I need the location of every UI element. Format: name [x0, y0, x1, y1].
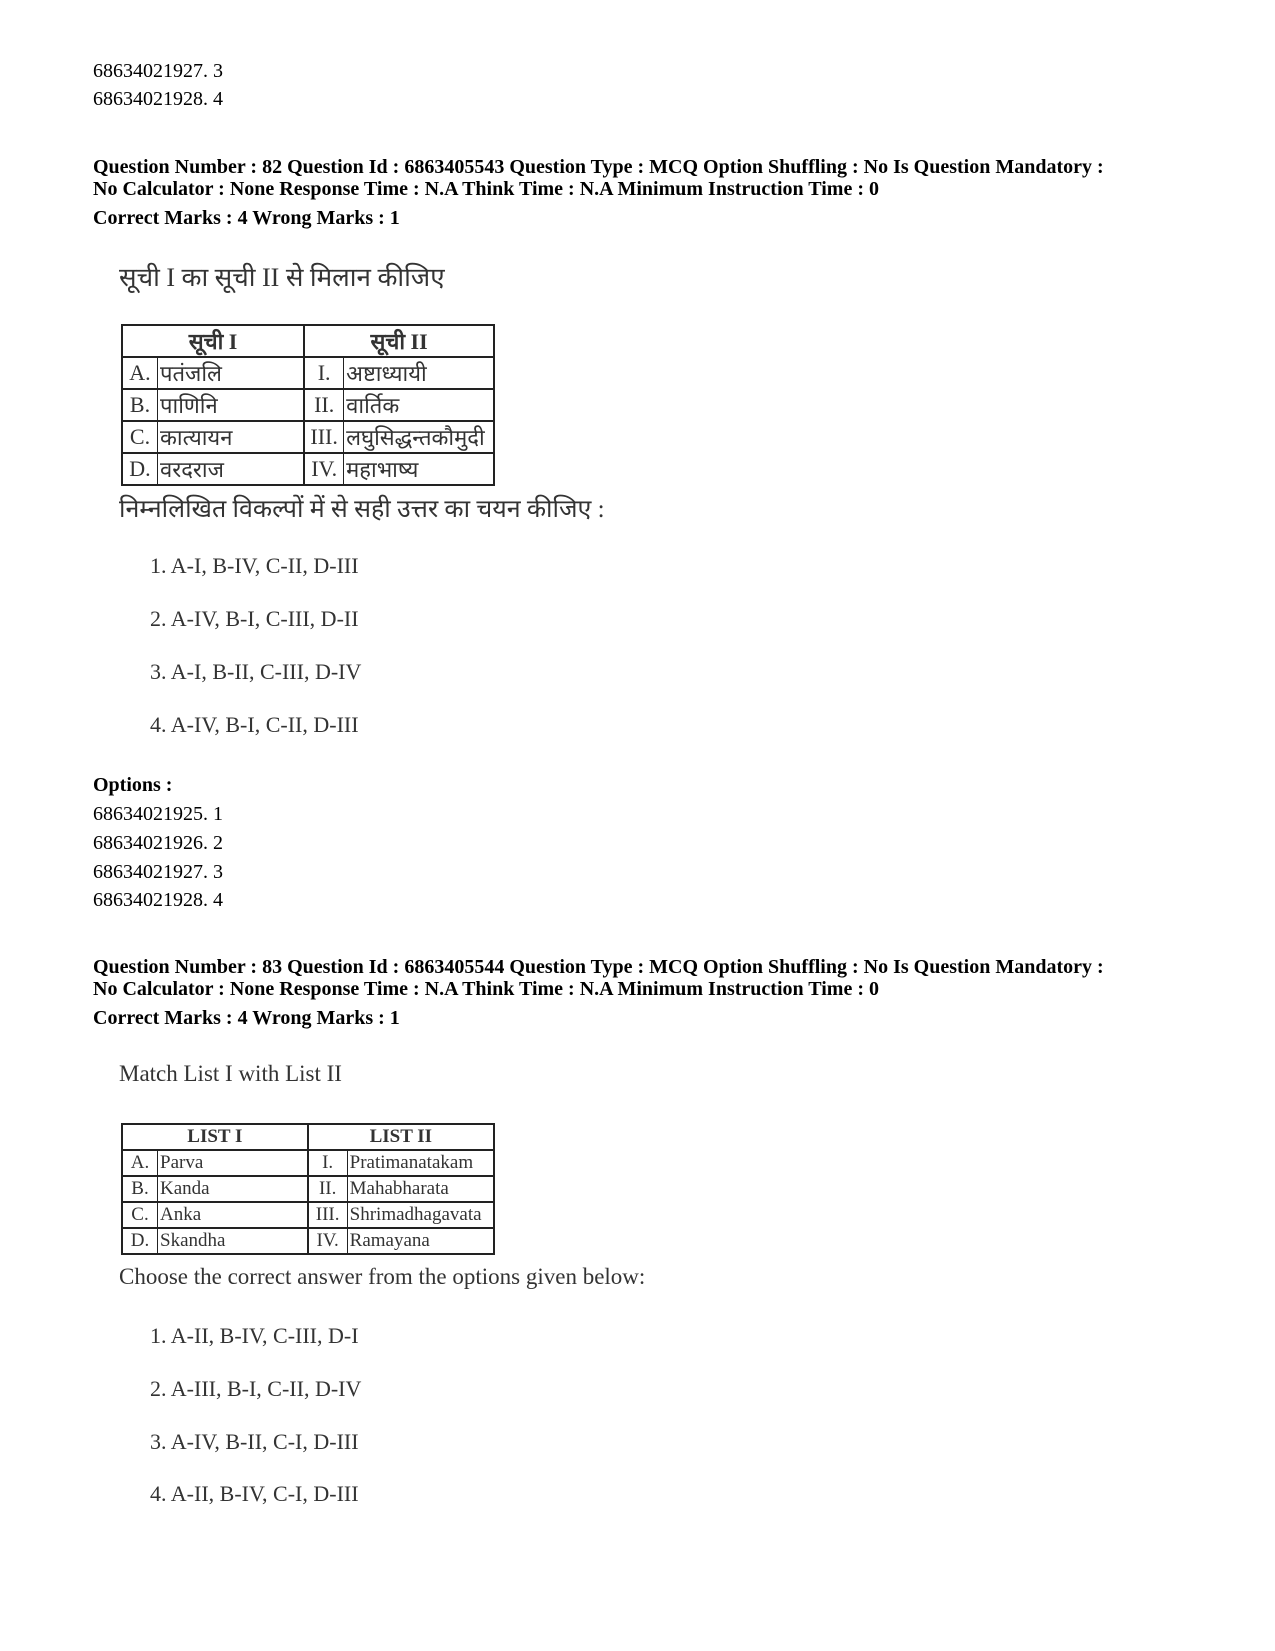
- row-key: C.: [122, 421, 158, 453]
- q82-options-label: Options :: [93, 774, 173, 796]
- row-key: I.: [304, 357, 344, 389]
- row-value: लघुसिद्धन्तकौमुदी: [344, 421, 494, 453]
- q82-choice: 3. A-I, B-II, C-III, D-IV: [150, 659, 362, 684]
- row-key: D.: [122, 1228, 158, 1254]
- q82-choice: 2. A-IV, B-I, C-III, D-II: [150, 606, 359, 631]
- q83-marks: Correct Marks : 4 Wrong Marks : 1: [93, 1007, 400, 1029]
- q83-choice: 3. A-IV, B-II, C-I, D-III: [150, 1429, 359, 1454]
- q83-choice: 1. A-II, B-IV, C-III, D-I: [150, 1323, 359, 1348]
- row-key: IV.: [304, 453, 344, 485]
- row-value: कात्यायन: [158, 421, 305, 453]
- row-key: C.: [122, 1202, 158, 1228]
- row-value: पतंजलि: [158, 357, 305, 389]
- row-value: पाणिनि: [158, 389, 305, 421]
- q83-col1-header: LIST I: [122, 1124, 308, 1150]
- row-key: A.: [122, 357, 158, 389]
- q82-col1-header: सूची I: [122, 325, 304, 357]
- q83-prompt: Match List I with List II: [119, 1061, 342, 1086]
- option-line: 68634021928. 4: [93, 88, 223, 110]
- table-row: [122, 1150, 494, 1176]
- option-line: 68634021927. 3: [93, 60, 223, 82]
- q83-col2-header: LIST II: [308, 1124, 494, 1150]
- q83-match-table: [121, 1123, 495, 1255]
- row-value: Skandha: [158, 1228, 308, 1254]
- option-line: 68634021928. 4: [93, 889, 223, 911]
- q83-instruction: Choose the correct answer from the options given below:: [119, 1264, 646, 1289]
- row-key: B.: [122, 389, 158, 421]
- q83-header-line1: Question Number : 83 Question Id : 6863405544 Question Type : MCQ Option Shuffling : No Is Question Mandatory :: [93, 956, 1104, 978]
- row-value: Parva: [158, 1150, 308, 1176]
- option-line: 68634021926. 2: [93, 832, 223, 854]
- row-key: I.: [308, 1150, 348, 1176]
- row-key: III.: [304, 421, 344, 453]
- row-value: Anka: [158, 1202, 308, 1228]
- row-key: A.: [122, 1150, 158, 1176]
- option-line: 68634021925. 1: [93, 803, 223, 825]
- row-key: II.: [304, 389, 344, 421]
- row-key: B.: [122, 1176, 158, 1202]
- row-key: IV.: [308, 1228, 348, 1254]
- q83-choice: 2. A-III, B-I, C-II, D-IV: [150, 1376, 362, 1401]
- row-value: Mahabharata: [347, 1176, 494, 1202]
- q82-prompt: सूची I का सूची II से मिलान कीजिए: [119, 263, 445, 292]
- table-row: [122, 1176, 494, 1202]
- table-row: [122, 421, 494, 453]
- row-value: Kanda: [158, 1176, 308, 1202]
- table-row: [122, 389, 494, 421]
- row-value: वार्तिक: [344, 389, 494, 421]
- row-value: Pratimanatakam: [347, 1150, 494, 1176]
- table-row: [122, 357, 494, 389]
- table-row: [122, 453, 494, 485]
- row-key: III.: [308, 1202, 348, 1228]
- row-value: महाभाष्य: [344, 453, 494, 485]
- row-value: Shrimadhagavata: [347, 1202, 494, 1228]
- q82-col2-header: सूची II: [304, 325, 494, 357]
- row-value: अष्टाध्यायी: [344, 357, 494, 389]
- row-value: Ramayana: [347, 1228, 494, 1254]
- q82-header-line1: Question Number : 82 Question Id : 6863405543 Question Type : MCQ Option Shuffling : No Is Question Mandatory :: [93, 156, 1104, 178]
- q83-choice: 4. A-II, B-IV, C-I, D-III: [150, 1481, 359, 1506]
- table-row: [122, 1202, 494, 1228]
- row-key: D.: [122, 453, 158, 485]
- row-value: वरदराज: [158, 453, 305, 485]
- table-row: [122, 1228, 494, 1254]
- q82-choice: 1. A-I, B-IV, C-II, D-III: [150, 553, 359, 578]
- q82-instruction: निम्नलिखित विकल्पों में से सही उत्तर का चयन कीजिए :: [119, 496, 605, 523]
- q82-marks: Correct Marks : 4 Wrong Marks : 1: [93, 207, 400, 229]
- q83-header-line2: No Calculator : None Response Time : N.A Think Time : N.A Minimum Instruction Time : 0: [93, 978, 879, 1000]
- q82-header-line2: No Calculator : None Response Time : N.A Think Time : N.A Minimum Instruction Time : 0: [93, 178, 879, 200]
- option-line: 68634021927. 3: [93, 861, 223, 883]
- q82-match-table: [121, 324, 495, 486]
- row-key: II.: [308, 1176, 348, 1202]
- q82-choice: 4. A-IV, B-I, C-II, D-III: [150, 712, 359, 737]
